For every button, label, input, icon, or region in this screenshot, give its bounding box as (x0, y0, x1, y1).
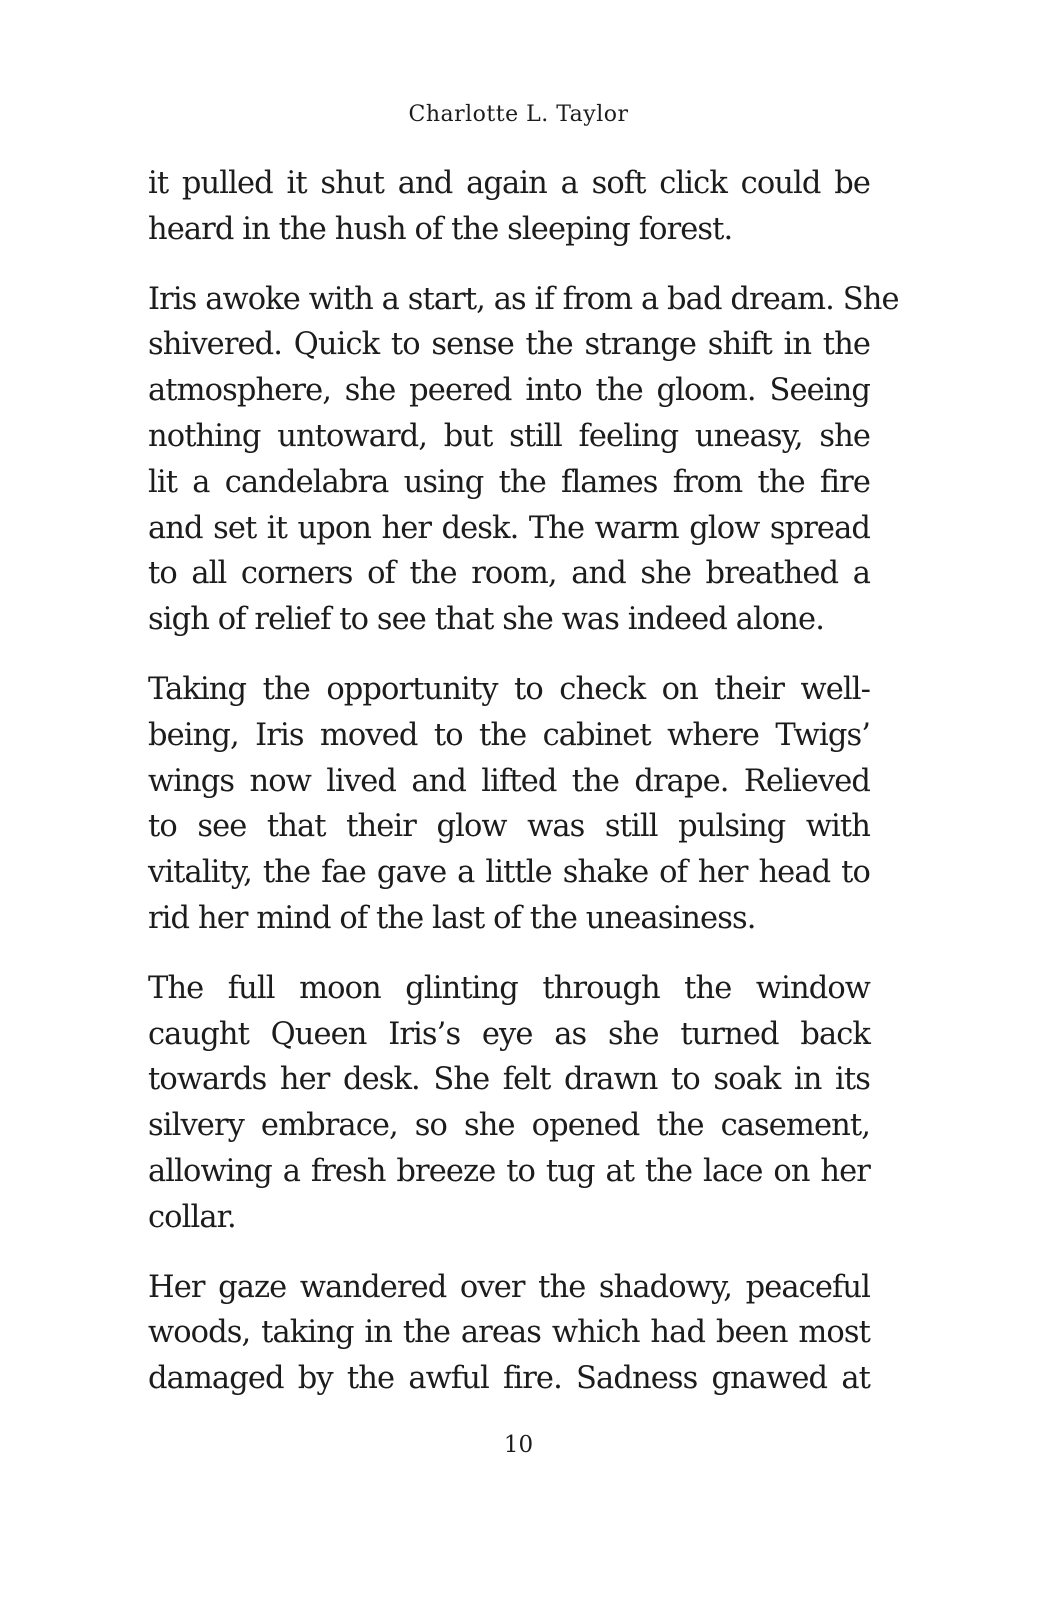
body-text (148, 161, 899, 1426)
text-line: sigh of relief to see that she was indeed alone. (148, 602, 824, 638)
text-line: nothing untoward, but still feeling uneasy, she (148, 418, 870, 454)
text-line: Taking the opportunity to check on their well- (148, 671, 870, 707)
text-line: wings now lived and lifted the drape. Relieved (148, 763, 870, 799)
text-line: caught Queen Iris’s eye as she turned back (148, 1016, 870, 1052)
text-line: lit a candelabra using the flames from the fire (148, 464, 870, 500)
text-line: atmosphere, she peered into the gloom. Seeing (148, 373, 870, 409)
paragraph-5 (148, 1265, 870, 1402)
text-line: heard in the hush of the sleeping forest. (148, 211, 733, 247)
page-number: 10 (503, 1432, 534, 1458)
text-line: Iris awoke with a start, as if from a bad dream. She (148, 281, 899, 317)
text-line: and set it upon her desk. The warm glow spread (148, 510, 870, 546)
text-line: towards her desk. She felt drawn to soak in its (148, 1062, 870, 1098)
text-line: silvery embrace, so she opened the casement, (148, 1108, 870, 1144)
text-line: Her gaze wandered over the shadowy, peaceful (148, 1269, 870, 1305)
text-line: damaged by the awful fire. Sadness gnawed at (148, 1361, 870, 1397)
paragraph-4 (148, 966, 870, 1241)
paragraph-1 (148, 161, 870, 253)
running-header-author: Charlotte L. Taylor (408, 102, 629, 127)
text-line: rid her mind of the last of the uneasiness. (148, 900, 756, 936)
text-line: collar. (148, 1199, 236, 1235)
text-line: The full moon glinting through the window (148, 970, 870, 1006)
text-line: woods, taking in the areas which had been most (148, 1315, 870, 1351)
text-line: vitality, the fae gave a little shake of her head to (148, 855, 870, 891)
paragraph-2 (148, 277, 899, 643)
text-line: shivered. Quick to sense the strange shift in the (148, 327, 870, 363)
text-line: to all corners of the room, and she breathed a (148, 556, 870, 592)
text-line: to see that their glow was still pulsing with (148, 809, 870, 845)
paragraph-3 (148, 667, 870, 942)
text-line: it pulled it shut and again a soft click could be (148, 166, 870, 201)
text-line: being, Iris moved to the cabinet where Twigs’ (148, 717, 870, 753)
text-line: allowing a fresh breeze to tug at the lace on her (148, 1153, 870, 1189)
